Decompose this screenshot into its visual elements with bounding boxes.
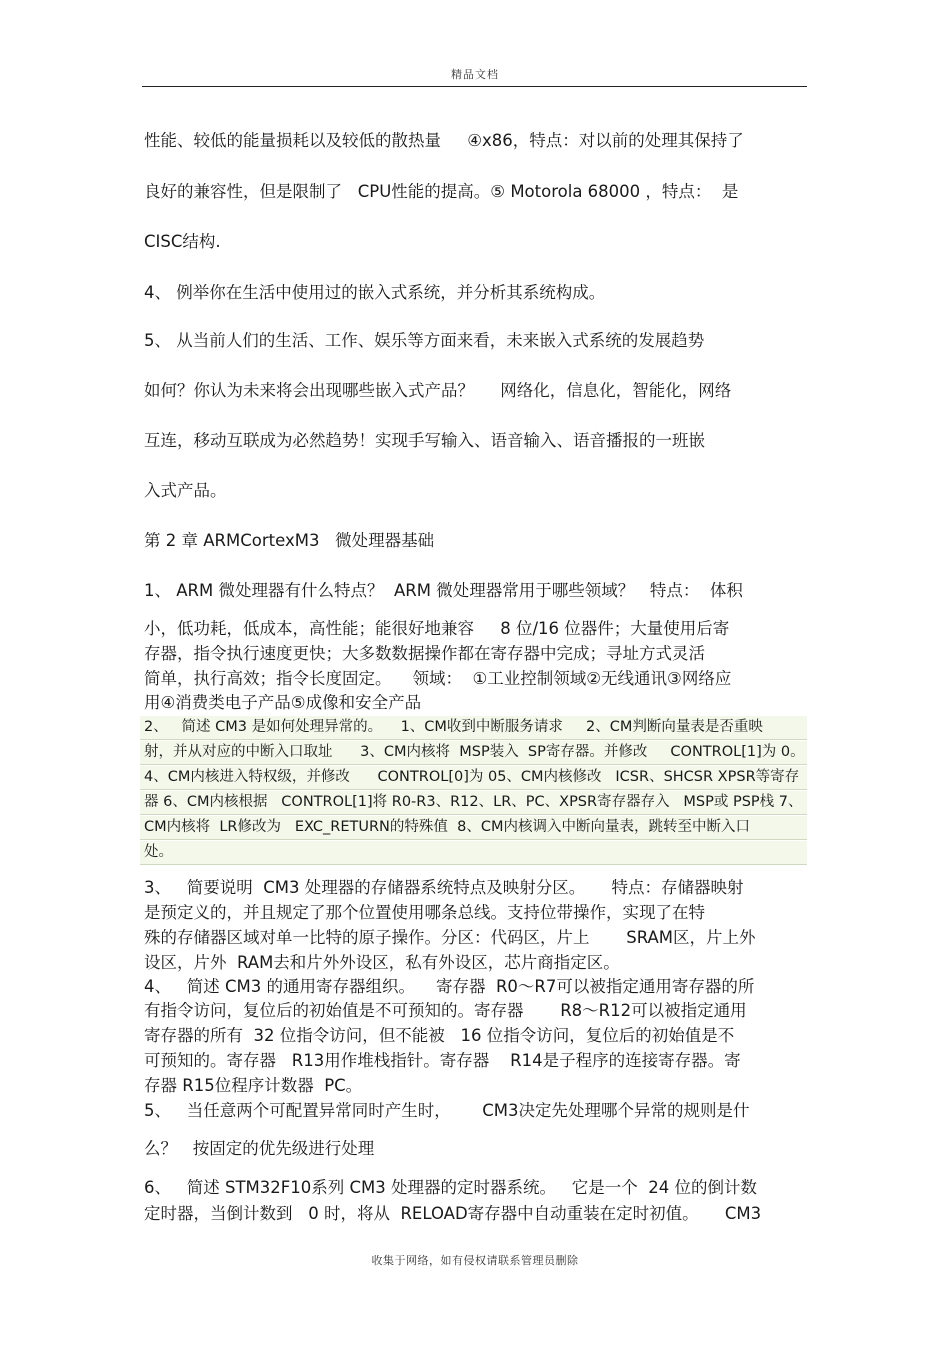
text-line: 入式产品。 xyxy=(144,481,227,500)
text-line: 良好的兼容性，但是限制了 CPU性能的提高。⑤ Motorola 68000 ，特点： 是 xyxy=(144,182,739,201)
highlight-line: CM内核将 LR修改为 EXC_RETURN的特殊值 8、CM内核调入中断向量表，跳转至中断入口 xyxy=(144,819,750,835)
text-line: 如何？你认为未来将会出现哪些嵌入式产品？ 网络化，信息化，智能化，网络 xyxy=(144,381,732,400)
text-line: 简单，执行高效；指令长度固定。 领域： ①工业控制领域②无线通讯③网络应 xyxy=(144,669,732,688)
text-line: 1、 ARM 微处理器有什么特点？ ARM 微处理器常用于哪些领域？ 特点： 体积 xyxy=(144,581,743,600)
text-line: 6、 简述 STM32F10系列 CM3 处理器的定时器系统。 它是一个 24 位的倒计数 xyxy=(144,1178,757,1197)
text-line: 是预定义的，并且规定了那个位置使用哪条总线。支持位带操作，实现了在特 xyxy=(144,903,705,922)
text-line: 互连，移动互联成为必然趋势！实现手写输入、语音输入、语音播报的一班嵌 xyxy=(144,431,705,450)
text-line: 可预知的。寄存器 R13用作堆栈指针。寄存器 R14是子程序的连接寄存器。寄 xyxy=(144,1051,741,1070)
text-line: CISC结构. xyxy=(144,232,221,251)
text-line: 4、 例举你在生活中使用过的嵌入式系统，并分析其系统构成。 xyxy=(144,283,606,302)
highlight-line: 处。 xyxy=(144,844,173,860)
page-header: 精品文档 xyxy=(451,68,499,81)
text-line: 存器，指令执行速度更快；大多数数据操作都在寄存器中完成；寻址方式灵活 xyxy=(144,644,705,663)
text-line: 设区，片外 RAM去和片外外设区，私有外设区，芯片商指定区。 xyxy=(144,953,620,972)
highlight-line: 2、 简述 CM3 是如何处理异常的。 1、CM收到中断服务请求 2、CM判断向量表是否重映 xyxy=(144,719,763,735)
text-line: 性能、较低的能量损耗以及较低的散热量 ④x86，特点：对以前的处理其保持了 xyxy=(144,131,744,150)
page-footer: 收集于网络，如有侵权请联系管理员删除 xyxy=(371,1254,579,1267)
text-line: 4、 简述 CM3 的通用寄存器组织。 寄存器 R0～R7可以被指定通用寄存器的所 xyxy=(144,977,755,996)
text-line: 么？ 按固定的优先级进行处理 xyxy=(144,1139,375,1158)
highlight-row-bg xyxy=(140,841,807,865)
text-line: 定时器，当倒计数到 0 时，将从 RELOAD寄存器中自动重装在定时初值。 CM3 xyxy=(144,1204,762,1223)
highlight-line: 器 6、CM内核根据 CONTROL[1]将 R0-R3、R12、LR、PC、XPSR寄存器存入 MSP或 PSP栈 7、 xyxy=(144,794,803,810)
text-line: 用④消费类电子产品⑤成像和安全产品 xyxy=(144,693,422,712)
text-line: 有指令访问，复位后的初始值是不可预知的。寄存器 R8～R12可以被指定通用 xyxy=(144,1001,747,1020)
text-line: 存器 R15位程序计数器 PC。 xyxy=(144,1076,363,1095)
highlight-line: 4、CM内核进入特权级，并修改 CONTROL[0]为 05、CM内核修改 ICSR、SHCSR XPSR等寄存 xyxy=(144,769,800,785)
header-divider xyxy=(142,86,807,87)
text-line: 3、 简要说明 CM3 处理器的存储器系统特点及映射分区。 特点：存储器映射 xyxy=(144,878,744,897)
text-line: 小，低功耗，低成本，高性能；能很好地兼容 8 位/16 位器件；大量使用后寄 xyxy=(144,619,730,638)
text-line: 寄存器的所有 32 位指令访问，但不能被 16 位指令访问，复位后的初始值是不 xyxy=(144,1026,735,1045)
highlight-line: 射，并从对应的中断入口取址 3、CM内核将 MSP装入 SP寄存器。并修改 CONTROL[1]为 0。 xyxy=(144,744,805,760)
text-line: 5、 当任意两个可配置异常同时产生时， CM3决定先处理哪个异常的规则是什 xyxy=(144,1101,750,1120)
text-line: 5、 从当前人们的生活、工作、娱乐等方面来看，未来嵌入式系统的发展趋势 xyxy=(144,331,705,350)
chapter-heading: 第 2 章 ARMCortexM3 微处理器基础 xyxy=(144,531,435,550)
text-line: 殊的存储器区域对单一比特的原子操作。分区：代码区，片上 SRAM区，片上外 xyxy=(144,928,756,947)
